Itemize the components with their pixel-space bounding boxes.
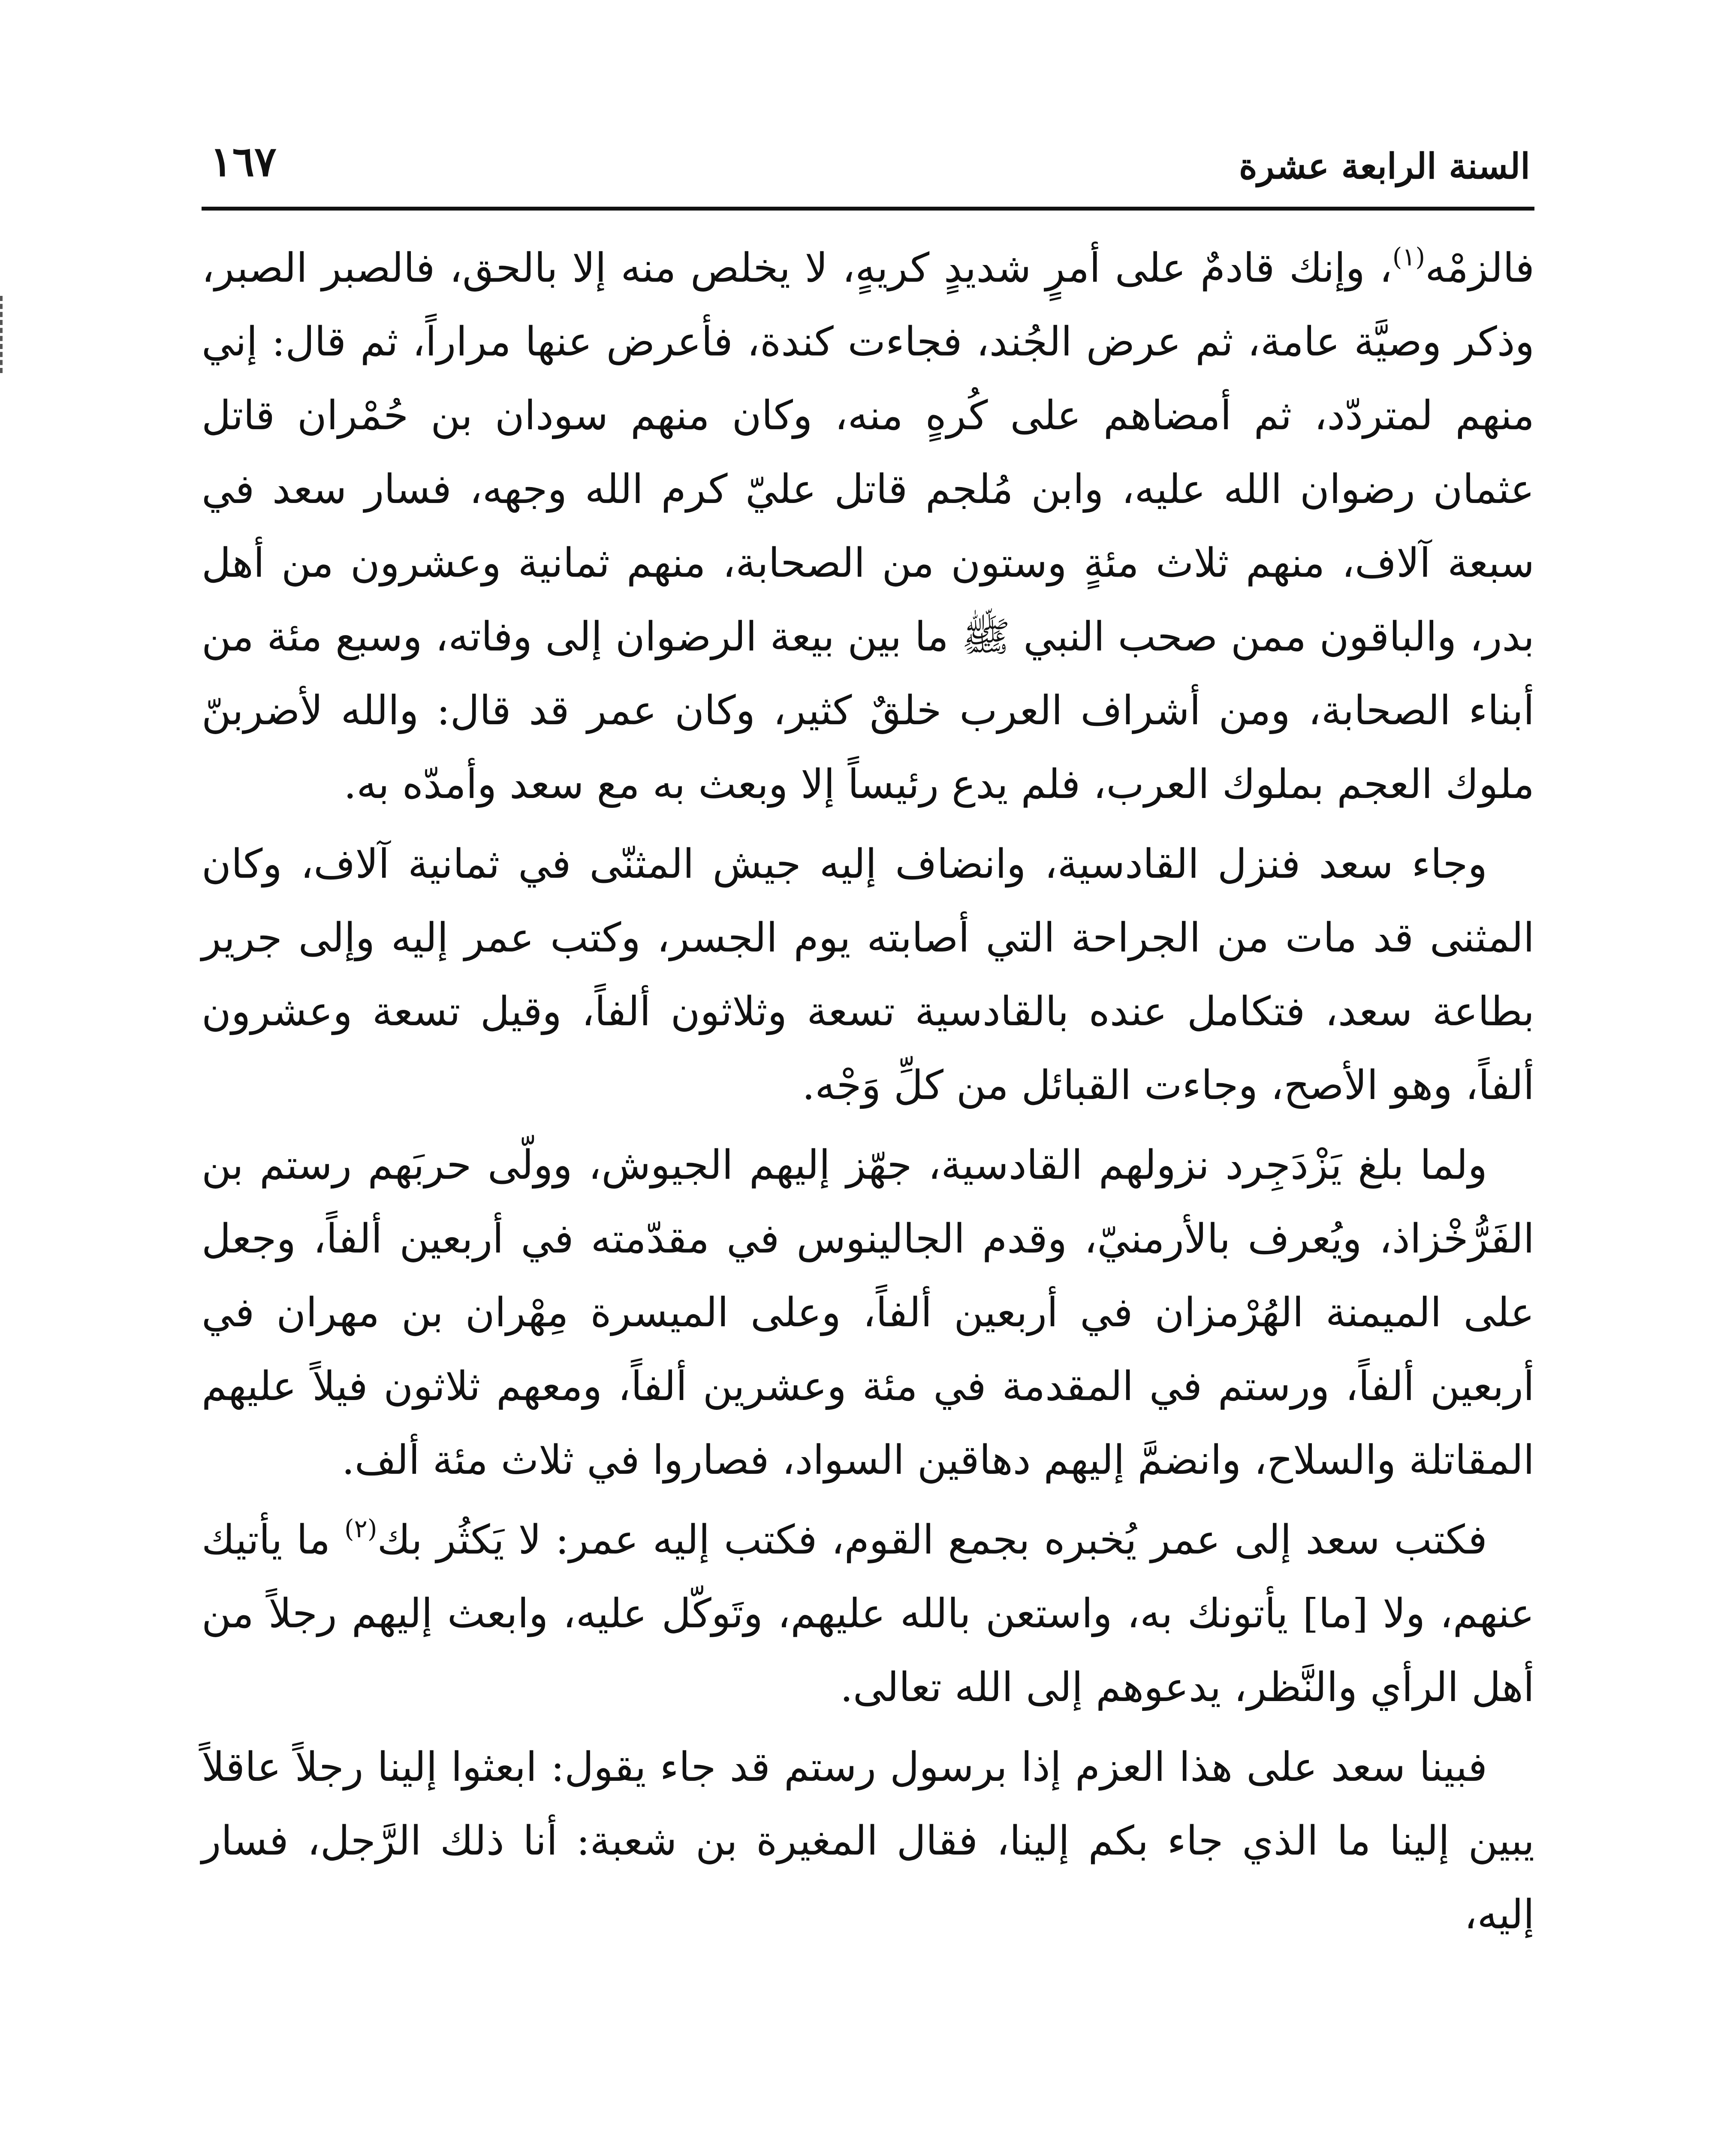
paragraph-1-start: فالزمْه: [1425, 245, 1534, 292]
footnote-ref-2[interactable]: (٢): [344, 1514, 377, 1543]
body-text: [202, 232, 1534, 1958]
running-title: السنة الرابعة عشرة: [1239, 146, 1530, 187]
header-rule: [202, 207, 1534, 211]
page-number: ١٦٧: [210, 137, 277, 186]
scan-margin-mark: [0, 296, 10, 373]
paragraph-5: فبينا سعد على هذا العزم إذا برسول رستم قد جاء يقول: ابعثوا إلينا رجلاً عاقلاً يبين إلينا ما الذي جاء بكم إلينا، فقال المغيرة بن شعبة: أنا ذلك الرَّجل، فسار إليه،: [202, 1744, 1534, 1938]
paragraph-4-start: فكتب سعد إلى عمر يُخبره بجمع القوم، فكتب إليه عمر: لا يَكثُر بك: [377, 1517, 1487, 1563]
paragraph-1: [202, 232, 1534, 822]
footnote-ref-1[interactable]: (١): [1392, 242, 1426, 271]
paragraph-2: وجاء سعد فنزل القادسية، وانضاف إليه جيش المثنّى في ثمانية آلاف، وكان المثنى قد مات من الجراحة التي أصابته يوم الجسر، وكتب عمر إليه وإلى جرير بطاعة سعد، فتكامل عنده بالقادسية تسعة وثلاثون ألفاً، وقيل تسعة وعشرون ألفاً، وهو الأصح، وجاءت القبائل من كلِّ وَجْه.: [202, 841, 1534, 1109]
paragraph-4-rest: ما يأتيك عنهم، ولا [ما] يأتونك به، واستعن بالله عليهم، وتَوكّل عليه، وابعث إليهم رجلاً من أهل الرأي والنَّظر، يدعوهم إلى الله تعالى.: [202, 1517, 1534, 1711]
running-header: [206, 137, 1530, 202]
paragraph-3: ولما بلغ يَزْدَجِرد نزولهم القادسية، جهّز إليهم الجيوش، وولّى حربَهم رستم بن الفَرُّخْزاذ، ويُعرف بالأرمنيّ، وقدم الجالينوس في مقدّمته في أربعين ألفاً، وجعل على الميمنة الهُرْمزان في أربعين ألفاً، وعلى الميسرة مِهْران بن مهران في أربعين ألفاً، ورستم في المقدمة في مئة وعشرين ألفاً، ومعهم ثلاثون فيلاً عليهم المقاتلة والسلاح، وانضمَّ إليهم دهاقين السواد، فصاروا في ثلاث مئة ألف.: [202, 1142, 1534, 1484]
paragraph-1-rest: ، وإنك قادمٌ على أمرٍ شديدٍ كريهٍ، لا يخلص منه إلا بالحق، فالصبر الصبر، وذكر وصيَّة عامة، ثم عرض الجُند، فجاءت كندة، فأعرض عنها مراراً، ثم قال: إني منهم لمتردّد، ثم أمضاهم على كُرهٍ منه، وكان منهم سودان بن حُمْران قاتل عثمان رضوان الله عليه، وابن مُلجم قاتل عليّ كرم الله وجهه، فسار سعد في سبعة آلاف، منهم ثلاث مئةٍ وستون من الصحابة، منهم ثمانية وعشرون من أهل بدر، والباقون ممن صحب النبي ﷺ ما بين بيعة الرضوان إلى وفاته، وسبع مئة من أبناء الصحابة، ومن أشراف العرب خلقٌ كثير، وكان عمر قد قال: والله لأضربنّ ملوك العجم بملوك العرب، فلم يدع رئيساً إلا وبعث به مع سعد وأمدّه به.: [202, 245, 1534, 808]
paragraph-4: [202, 1503, 1534, 1725]
